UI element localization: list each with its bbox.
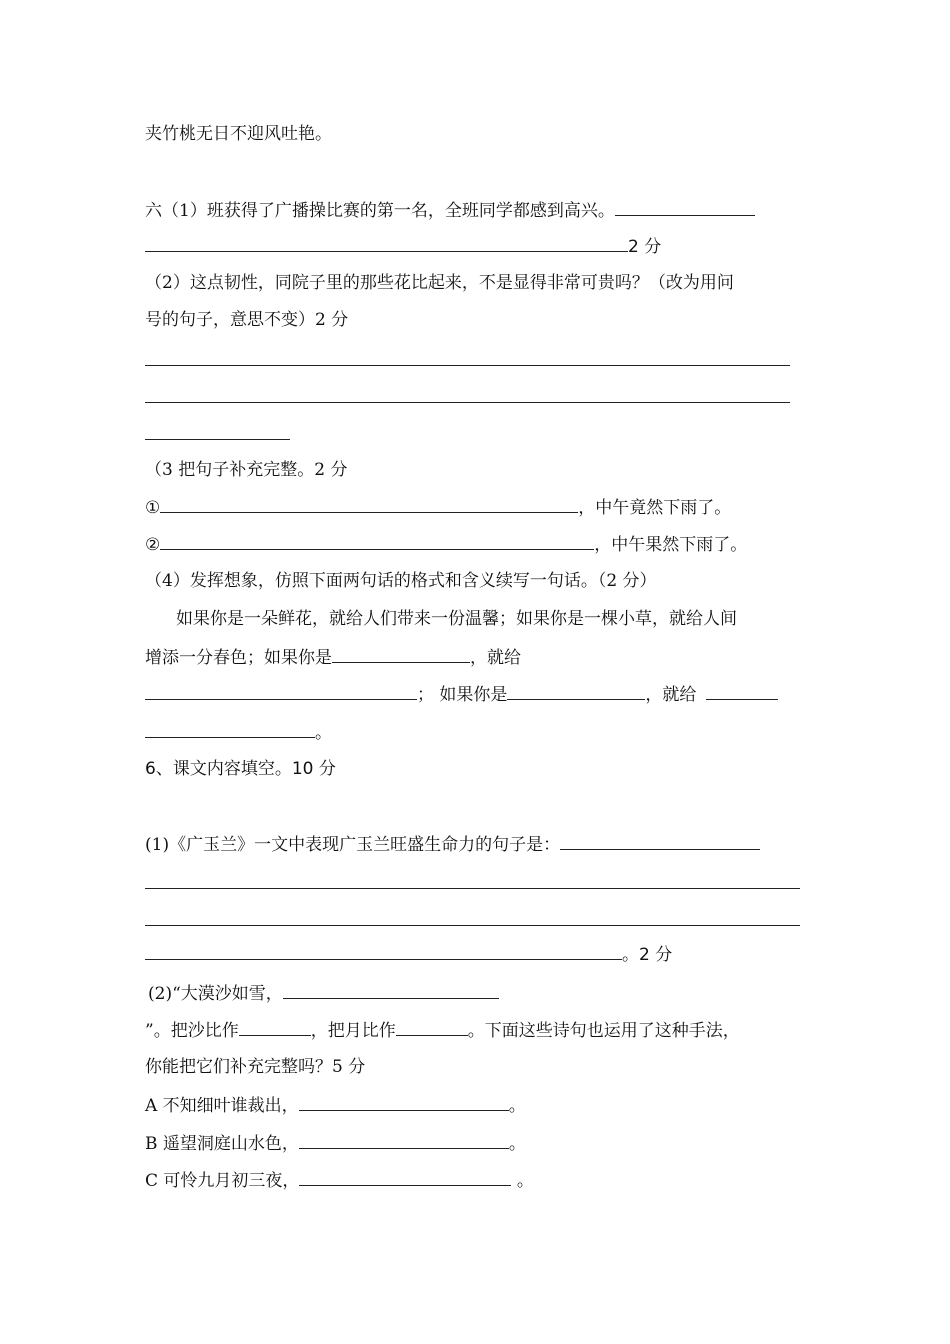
question-4-line-2: 增添一分春色；如果你是 ，就给 [145, 645, 521, 670]
answer-blank[interactable] [299, 1168, 511, 1186]
poem-item-c: C 可怜九月初三夜， 。 [145, 1168, 534, 1193]
answer-blank[interactable] [507, 682, 645, 700]
poem-item-a: A 不知细叶谁裁出， 。 [145, 1093, 526, 1118]
question-4-line-4: 。 [145, 720, 332, 745]
answer-line[interactable] [145, 402, 790, 403]
answer-blank[interactable] [615, 198, 755, 216]
question-3: （3 把句子补充完整。2 分 [145, 460, 348, 480]
question-3-item-1: ① ，中午竟然下雨了。 [145, 495, 731, 520]
question-4-line-3: ； 如果你是 ，就给 [145, 682, 778, 707]
answer-blank[interactable] [706, 682, 778, 700]
answer-blank[interactable] [160, 532, 594, 550]
section-6-q1-end: 。2 分 [145, 942, 672, 967]
answer-line[interactable] [145, 365, 790, 366]
section-6-q2-cont: ”。把沙比作 ，把月比作 。下面这些诗句也运用了这种手法， [145, 1018, 740, 1043]
question-3-item-2: ② ，中午果然下雨了。 [145, 532, 747, 557]
answer-blank[interactable] [560, 832, 760, 850]
answer-blank[interactable] [299, 1093, 509, 1111]
question-4: （4）发挥想象，仿照下面两句话的格式和含义续写一句话。（2 分） [145, 571, 657, 591]
answer-blank[interactable] [145, 942, 622, 960]
answer-blank[interactable] [332, 645, 470, 663]
answer-blank[interactable] [160, 495, 578, 513]
question-2-cont: 号的句子，意思不变）2 分 [145, 310, 349, 330]
answer-blank[interactable] [145, 720, 315, 738]
text-line: 夹竹桃无日不迎风吐艳。 [145, 124, 332, 144]
poem-item-b: B 遥望洞庭山水色， 。 [145, 1131, 526, 1156]
answer-blank[interactable] [299, 1131, 509, 1149]
question-2: （2）这点韧性，同院子里的那些花比起来，不是显得非常可贵吗？（改为用问 [145, 273, 734, 293]
answer-blank[interactable] [145, 682, 417, 700]
question-1: 六（1）班获得了广播操比赛的第一名，全班同学都感到高兴。 [145, 198, 755, 223]
question-1-cont: 2 分 [145, 234, 661, 259]
question-4-example: 如果你是一朵鲜花，就给人们带来一份温馨；如果你是一棵小草，就给人间 [176, 609, 737, 629]
answer-blank[interactable] [239, 1018, 311, 1036]
section-6-q2: (2)“大漠沙如雪， [148, 981, 499, 1006]
section-6-title: 6、课文内容填空。10 分 [145, 759, 336, 779]
section-6-q2-prompt: 你能把它们补充完整吗？5 分 [145, 1057, 366, 1077]
answer-line[interactable] [145, 439, 290, 440]
answer-blank[interactable] [396, 1018, 468, 1036]
answer-blank[interactable] [145, 234, 628, 252]
answer-line[interactable] [145, 925, 800, 926]
answer-line[interactable] [145, 888, 800, 889]
section-6-q1: (1)《广玉兰》一文中表现广玉兰旺盛生命力的句子是： [145, 832, 760, 857]
answer-blank[interactable] [283, 981, 499, 999]
